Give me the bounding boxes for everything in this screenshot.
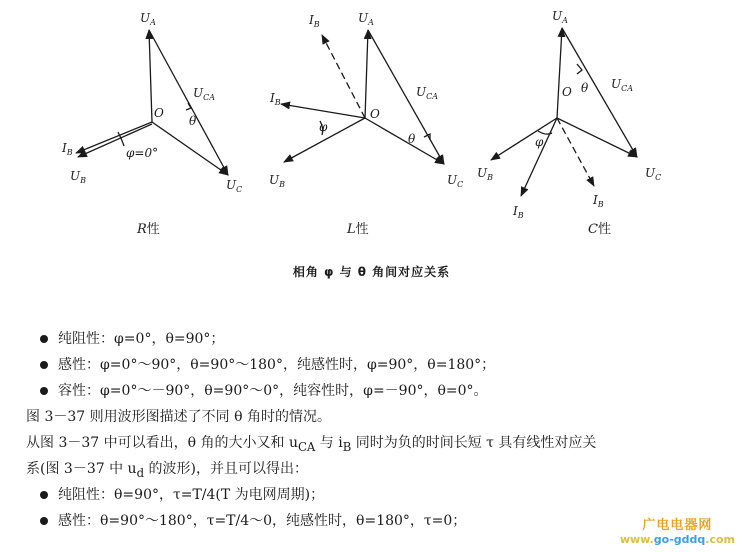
c-panel-diagram <box>491 28 637 196</box>
svg-text:φ: φ <box>535 135 544 149</box>
bullet-icon <box>40 387 48 395</box>
bullet-icon <box>40 335 48 343</box>
bullet-resistive: 纯阻性：φ=0°，θ=90°； <box>26 326 736 352</box>
paragraph-1: 图 3－37 则用波形图描述了不同 θ 角时的情况。 <box>26 409 331 425</box>
svg-text:UCA: $U_{CA}$ <box>416 85 439 101</box>
svg-text:UB: $U_B$ <box>269 173 286 189</box>
svg-text:IB: $I_B$ <box>270 91 281 107</box>
svg-text:UC: $U_C$ <box>226 178 243 194</box>
svg-text:O: O <box>562 85 572 99</box>
svg-text:IB: $I_B$ <box>309 13 320 29</box>
svg-text:φ=0°: φ=0° <box>126 146 159 160</box>
svg-text:IB: $I_B$ <box>62 141 73 157</box>
bullet-capacitive: 容性：φ=0°～－90°，θ=90°～0°，纯容性时，φ=－90°，θ=0°。 <box>26 378 736 404</box>
svg-text:IB: $I_B$ <box>593 193 604 209</box>
watermark-url: www.go-gddq.com <box>619 533 735 546</box>
panel-label-r: R性 <box>137 222 160 237</box>
watermark-name: 广电电器网 <box>642 518 713 533</box>
bullet-resistive-tau: 纯阻性：θ=90°，τ=T/4(T 为电网周期)； <box>26 482 736 508</box>
bullet-inductive: 感性：φ=0°～90°，θ=90°～180°，纯感性时，φ=90°，θ=180°； <box>26 352 736 378</box>
svg-text:θ: θ <box>581 81 589 95</box>
body-text <box>26 326 736 534</box>
panel-label-l: L性 <box>347 222 369 237</box>
svg-text:UB: $U_B$ <box>477 166 494 182</box>
panel-label-c: C性 <box>588 222 611 237</box>
svg-text:UC: $U_C$ <box>447 173 464 189</box>
svg-text:UA: $U_A$ <box>140 11 156 27</box>
svg-text:UA: $U_A$ <box>552 9 568 25</box>
figure-caption: 相角 φ 与 θ 角间对应关系 <box>292 265 451 279</box>
svg-text:IB: $I_B$ <box>513 204 524 220</box>
svg-text:O: O <box>370 107 380 121</box>
svg-text:θ: θ <box>189 114 197 128</box>
bullet-icon <box>40 517 48 525</box>
paragraph-2-line-1: 从图 3－37 中可以看出，θ 角的大小又和 $u_{CA}$ 与 $i_B$ 同时为负的时间长短 τ 具有线性对应关 <box>26 435 597 454</box>
svg-text:UA: $U_A$ <box>358 11 374 27</box>
site-watermark <box>620 514 735 546</box>
svg-text:UC: $U_C$ <box>645 166 662 182</box>
bullet-inductive-tau: 感性：θ=90°～180°，τ=T/4～0，纯感性时，θ=180°，τ=0； <box>26 508 736 534</box>
svg-text:UCA: $U_{CA}$ <box>193 86 216 102</box>
svg-text:θ: θ <box>408 132 416 146</box>
svg-text:UCA: $U_{CA}$ <box>611 77 634 93</box>
svg-text:O: O <box>154 106 164 120</box>
bullet-icon <box>40 491 48 499</box>
bullet-icon <box>40 361 48 369</box>
paragraph-2-line-2: 系(图 3－37 中 $u_d$ 的波形)，并且可以得出： <box>26 461 308 480</box>
svg-text:UB: $U_B$ <box>70 169 87 185</box>
svg-text:φ: φ <box>319 120 328 134</box>
